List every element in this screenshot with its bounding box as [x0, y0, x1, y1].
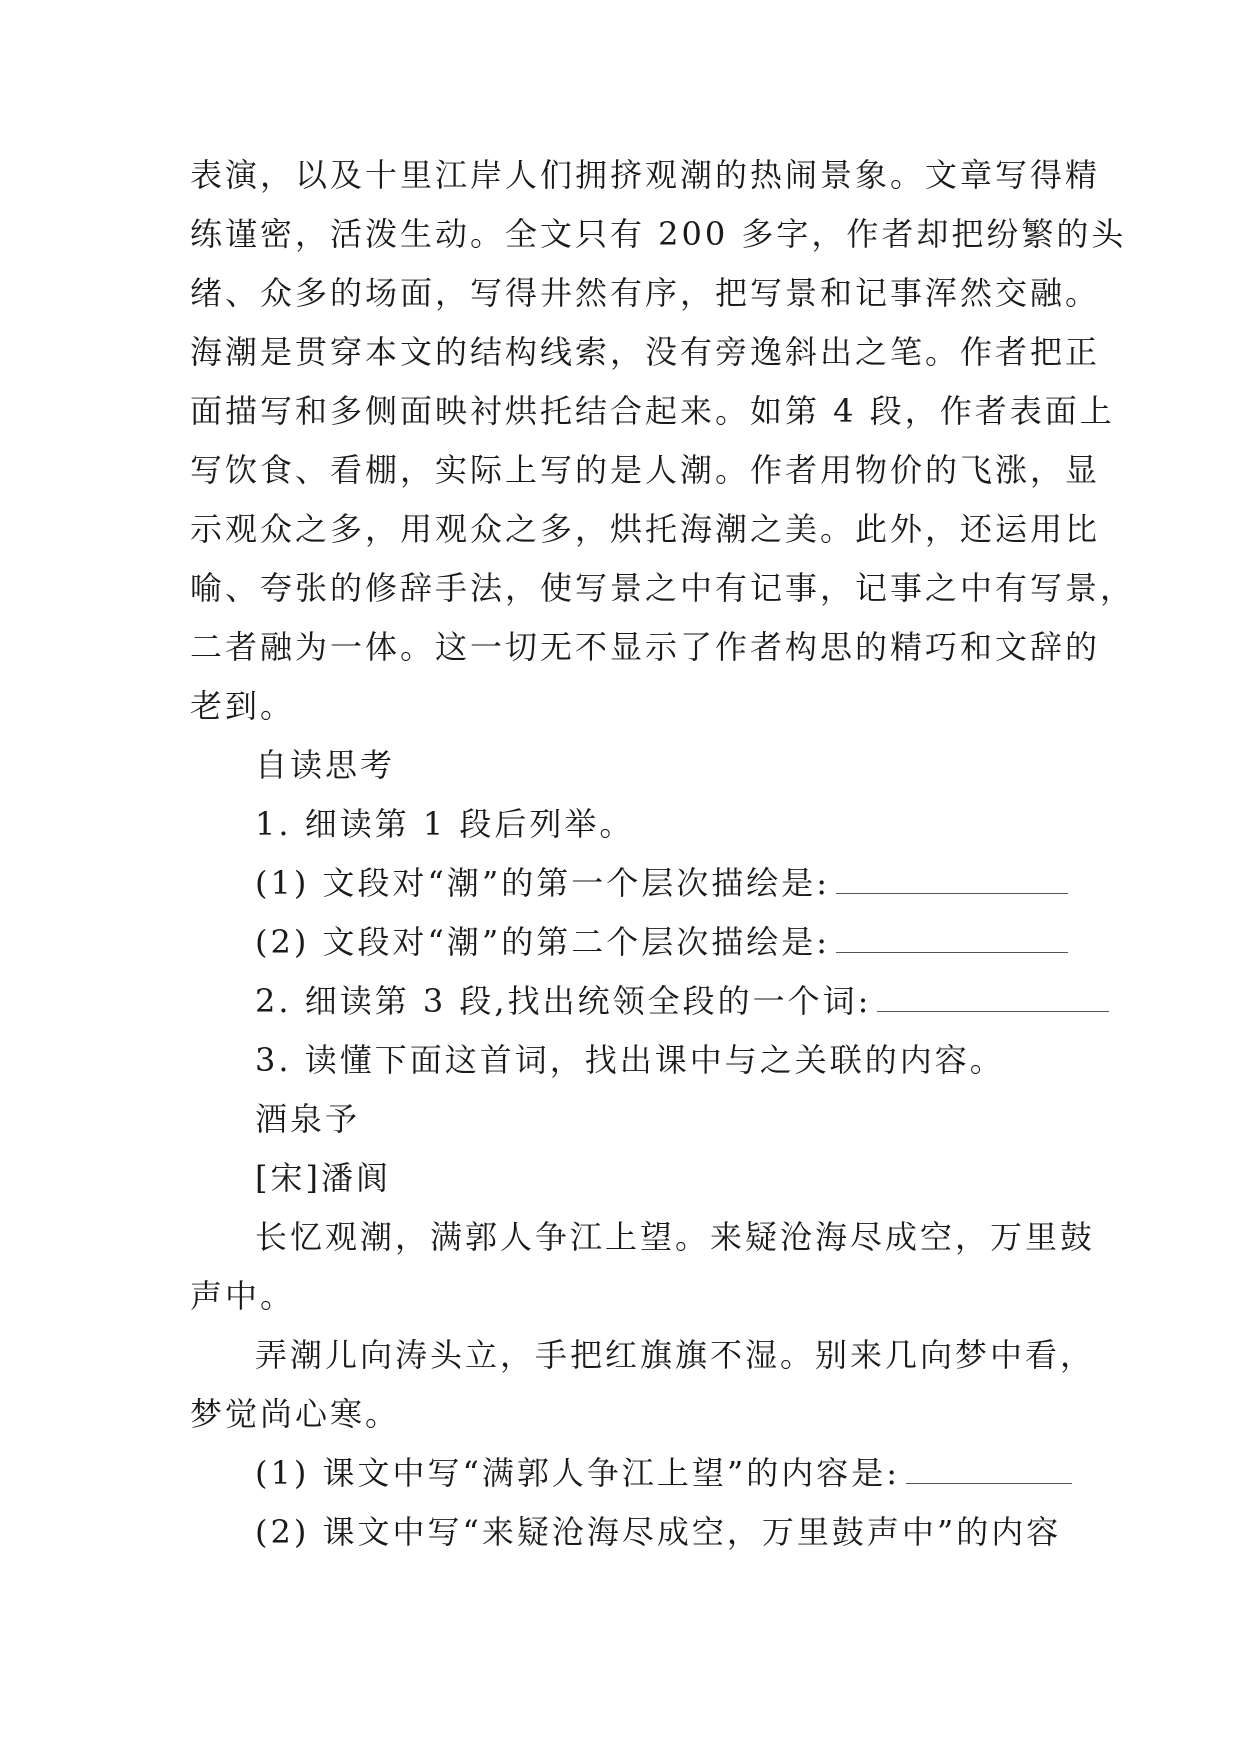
poem-stanza-2-line-2: 梦觉尚心寒。 — [190, 1395, 401, 1433]
answer-blank-2[interactable] — [877, 985, 1109, 1012]
question-3a-text: (1) 课文中写“满郭人争江上望”的内容是: — [255, 1454, 901, 1492]
question-3: 3. 读懂下面这首词，找出课中与之关联的内容。 — [255, 1041, 1005, 1079]
poem-title: 酒泉予 — [255, 1100, 361, 1138]
commentary-line-1: 表演，以及十里江岸人们拥挤观潮的热闹景象。文章写得精 — [190, 156, 1101, 194]
question-2-text: 2. 细读第 3 段,找出统领全段的一个词: — [255, 982, 872, 1020]
answer-blank-1a[interactable] — [836, 867, 1068, 894]
commentary-line-7: 示观众之多，用观众之多，烘托海潮之美。此外，还运用比 — [190, 510, 1101, 548]
question-1a-text: (1) 文段对“潮”的第一个层次描绘是: — [255, 864, 831, 902]
question-1b-text: (2) 文段对“潮”的第二个层次描绘是: — [255, 923, 831, 961]
section-title: 自读思考 — [255, 746, 396, 784]
question-1a — [255, 863, 1068, 903]
commentary-line-6: 写饮食、看棚，实际上写的是人潮。作者用物价的飞涨，显 — [190, 451, 1101, 489]
commentary-line-9: 二者融为一体。这一切无不显示了作者构思的精巧和文辞的 — [190, 628, 1101, 666]
answer-blank-1b[interactable] — [836, 926, 1068, 953]
answer-blank-3a[interactable] — [906, 1457, 1072, 1484]
question-1b — [255, 922, 1068, 962]
commentary-line-8: 喻、夸张的修辞手法，使写景之中有记事，记事之中有写景， — [190, 569, 1136, 607]
poem-stanza-1-line-1: 长忆观潮，满郭人争江上望。来疑沧海尽成空，万里鼓 — [255, 1218, 1096, 1256]
question-1: 1. 细读第 1 段后列举。 — [255, 805, 635, 843]
question-3b: (2) 课文中写“来疑沧海尽成空，万里鼓声中”的内容 — [255, 1513, 1062, 1551]
commentary-line-3: 绪、众多的场面，写得井然有序，把写景和记事浑然交融。 — [190, 274, 1101, 312]
commentary-line-4: 海潮是贯穿本文的结构线索，没有旁逸斜出之笔。作者把正 — [190, 333, 1101, 371]
question-3a — [255, 1453, 1072, 1493]
commentary-line-5: 面描写和多侧面映衬烘托结合起来。如第 4 段，作者表面上 — [190, 392, 1115, 430]
commentary-line-10: 老到。 — [190, 687, 296, 725]
poem-author: [宋]潘阆 — [255, 1159, 391, 1197]
question-2 — [255, 981, 1109, 1021]
poem-stanza-2-line-1: 弄潮儿向涛头立，手把红旗旗不湿。别来几向梦中看， — [255, 1336, 1096, 1374]
commentary-line-2: 练谨密，活泼生动。全文只有 200 多字，作者却把纷繁的头 — [190, 215, 1127, 253]
poem-stanza-1-line-2: 声中。 — [190, 1277, 296, 1315]
